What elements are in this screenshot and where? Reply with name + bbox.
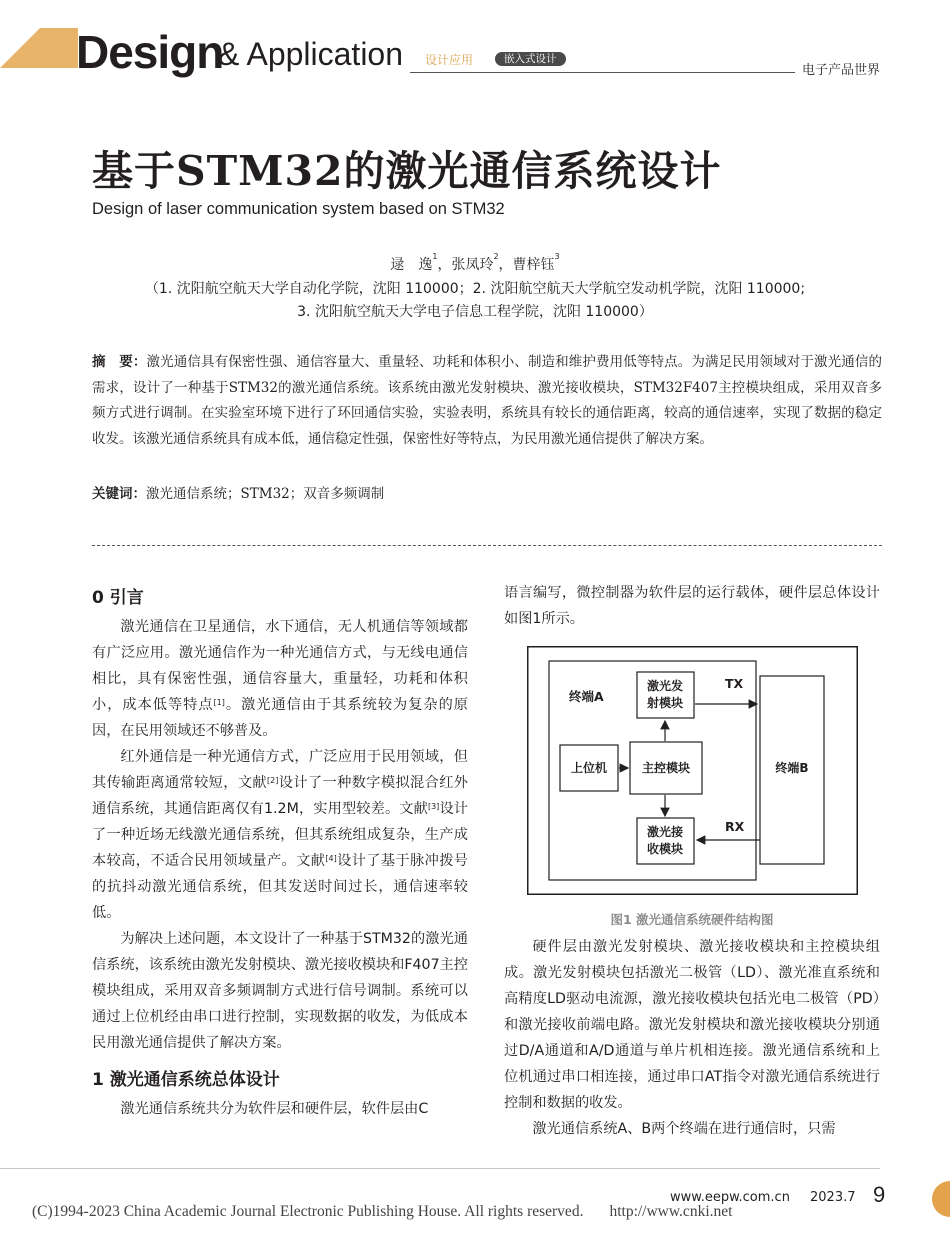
paragraph bbox=[92, 614, 468, 744]
header-stripe-graphic bbox=[0, 28, 78, 68]
paragraph: 语言编写，微控制器为软件层的运行载体，硬件层总体设计如图1所示。 bbox=[504, 585, 880, 627]
cnki-link[interactable]: http://www.cnki.net bbox=[609, 1203, 733, 1220]
text: 激光通信在卫星通信，水下通信，无人机通信等领域都有广泛应用。激光通信作为一种光通信方式，与无线电通信相比，具有保密性强，通信容量大，重量轻，功耗和体积小，成本低等特点 bbox=[92, 619, 468, 713]
paragraph bbox=[92, 744, 468, 926]
keywords bbox=[92, 482, 882, 506]
citation: [4] bbox=[325, 854, 337, 863]
abstract-label: 摘 要： bbox=[92, 354, 147, 370]
author-3-affil: 3 bbox=[554, 252, 560, 261]
paragraph: 激光通信系统A、B两个终端在进行通信时，只需 bbox=[532, 1121, 836, 1137]
header-rule bbox=[410, 72, 795, 73]
rx-label: RX bbox=[725, 819, 745, 834]
author-3: ，曹梓钰 bbox=[498, 257, 555, 273]
section-heading-design: 1 激光通信系统总体设计 bbox=[92, 1070, 280, 1090]
host-label: 上位机 bbox=[570, 761, 608, 775]
terminal-b-label: 终端B bbox=[775, 761, 809, 775]
author-2: ，张凤玲 bbox=[437, 257, 494, 273]
text: 设计了基于脉冲拨号的抗抖动激光通信系统，但其发送时间过长，通信速率较低。 bbox=[92, 853, 468, 921]
tx-label: TX bbox=[725, 676, 744, 691]
paragraph: 为解决上述问题，本文设计了一种基于STM32的激光通信系统，该系统由激光发射模块、激光接收模块和F407主控模块组成，采用双音多频调制方式进行信号调制。系统可以通过上位机经由串口进行控制，实现数据的收发，为低成本民用激光通信提供了解决方案。 bbox=[92, 931, 468, 1051]
paragraph: 硬件层由激光发射模块、激光接收模块和主控模块组成。激光发射模块包括激光二极管（LD）、激光准直系统和高精度LD驱动电流源，激光接收模块包括光电二极管（PD）和激光接收前端电路。激光发射模块和激光接收模块分别通过D/A通道和A/D通道与单片机相连接。激光通信系统和上位机通过串口相连接，通过串口AT指令对激光通信系统进行控制和数据的收发。 bbox=[504, 939, 880, 1111]
header-category-badge: 嵌入式设计 bbox=[495, 52, 566, 66]
section-divider bbox=[92, 545, 882, 546]
text: 红外通信是一种光通信方式，广泛应用于民用领域，但其传输距离通常较短，文献 bbox=[92, 749, 468, 791]
article-title: 基于STM32的激光通信系统设计 bbox=[92, 147, 722, 195]
abstract-text: 激光通信具有保密性强、通信容量大、重量轻、功耗和体积小、制造和维护费用低等特点。为满足民用领域对于激光通信的需求，设计了一种基于STM32的激光通信系统。该系统由激光发射模块、激光接收模块，STM32F407主控模块组成，采用双音多频方式进行调制。在实验室环境下进行了环回通信实验，实验表明，系统具有较长的通信距离，较高的通信速率，实现了数据的稳定收发。该激光通信系统具有成本低，通信稳定性强，保密性好等特点，为民用激光通信提供了解决方案。 bbox=[92, 354, 883, 447]
footer-issue-date: 2023.7 bbox=[810, 1190, 856, 1205]
body-column-right-lower bbox=[504, 934, 880, 1142]
footer-website: www.eepw.com.cn bbox=[670, 1190, 790, 1205]
page-number: 9 bbox=[873, 1182, 886, 1207]
terminal-a-label: 终端A bbox=[569, 689, 604, 704]
body-column-right bbox=[504, 580, 880, 632]
keywords-text: 激光通信系统；STM32；双音多频调制 bbox=[146, 486, 385, 502]
section-heading-intro: 0 引言 bbox=[92, 588, 144, 608]
citation: [1] bbox=[213, 698, 225, 707]
article-subtitle: Design of laser communication system based on STM32 bbox=[92, 200, 505, 218]
laser-tx-module-label: 激光发 bbox=[646, 679, 684, 693]
copyright-text: (C)1994-2023 China Academic Journal Electronic Publishing House. All rights reserved. bbox=[32, 1203, 584, 1220]
header-section: 设计应用 bbox=[425, 53, 474, 67]
laser-rx-module-label: 收模块 bbox=[646, 842, 684, 856]
citation: [3] bbox=[427, 802, 440, 811]
header-magazine-name: 电子产品世界 bbox=[802, 63, 881, 78]
text: 。激光通信由于其系统较为复杂的原因，在民用领域还不够普及。 bbox=[92, 697, 468, 739]
paragraph: 激光通信系统共分为软件层和硬件层，软件层由C bbox=[120, 1101, 429, 1117]
author-1-affil: 1 bbox=[432, 252, 438, 261]
author-list bbox=[0, 254, 950, 274]
text: 设计了一种近场无线激光通信系统，但其系统组成复杂，生产成本较高，不适合民用领域量产。文献 bbox=[92, 801, 468, 869]
body-column-left bbox=[92, 582, 468, 1122]
main-control-label: 主控模块 bbox=[641, 761, 691, 775]
affiliations bbox=[0, 278, 950, 324]
laser-tx-module-label: 射模块 bbox=[646, 696, 684, 710]
footer-decoration bbox=[932, 1181, 950, 1217]
figure-caption: 图1 激光通信系统硬件结构图 bbox=[610, 912, 774, 927]
affiliation-line: 3. 沈阳航空航天大学电子信息工程学院，沈阳 110000） bbox=[297, 304, 653, 320]
affiliation-line: （1. 沈阳航空航天大学自动化学院，沈阳 110000；2. 沈阳航空航天大学航空发动机学院，沈阳 110000; bbox=[144, 281, 806, 297]
header-app-title: & Application bbox=[218, 36, 404, 72]
keywords-label: 关键词： bbox=[92, 486, 146, 502]
citation: [2] bbox=[267, 776, 279, 785]
abstract bbox=[92, 350, 882, 452]
header-brand: Design bbox=[76, 26, 224, 78]
author-2-affil: 2 bbox=[493, 252, 499, 261]
laser-rx-module-label: 激光接 bbox=[646, 825, 684, 839]
footer-rule bbox=[0, 1168, 880, 1169]
hardware-structure-figure bbox=[527, 646, 858, 895]
copyright-notice bbox=[32, 1203, 732, 1221]
text: 设计了一种数字模拟混合红外通信系统，其通信距离仅有1.2M，实用型较差。文献 bbox=[92, 775, 468, 817]
author-1: 逯 逸 bbox=[390, 257, 433, 273]
